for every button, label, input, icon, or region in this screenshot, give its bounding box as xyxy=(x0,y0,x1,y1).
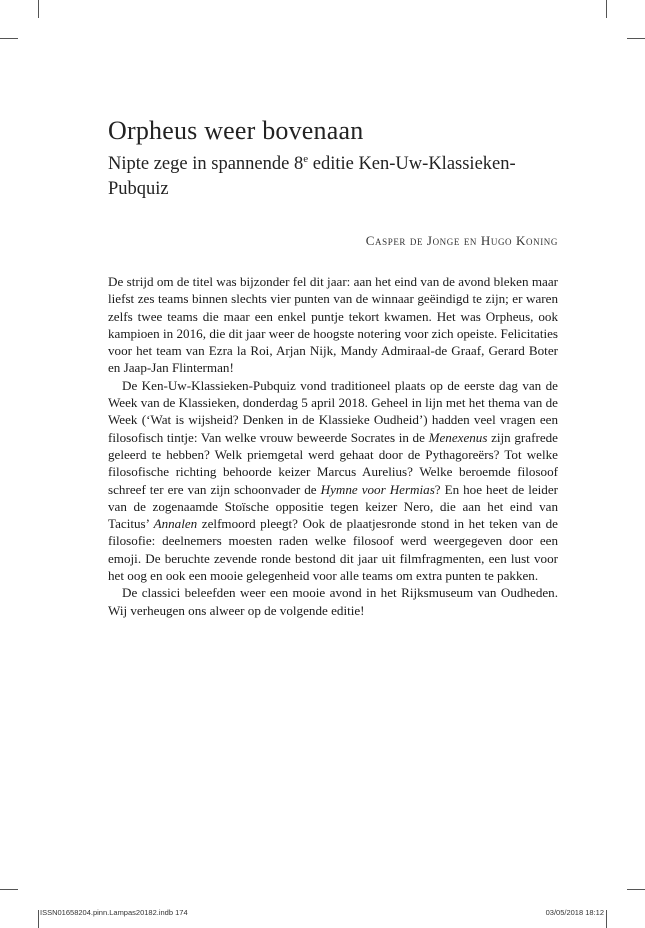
paragraph-1: De strijd om de titel was bijzonder fel dit jaar: aan het eind van de avond bleken maar liefst zes teams binnen slechts vier punten van de winnaar geëindigd te zijn; er waren zelfs twee teams die maar een enkel puntje tekort kwamen. Het was Orpheus, ook kampioen in 2016, die dit jaar weer de hoogste notering voor zich opeiste. Felicitaties voor het team van Ezra la Roi, Arjan Nijk, Mandy Admiraal-de Graaf, Gerard Boter en Jaap-Jan Flinterman! xyxy=(108,274,558,376)
crop-mark xyxy=(627,889,645,890)
paragraph-2-text-a: De Ken-Uw-Klassieken-Pubquiz vond traditioneel plaats op de eerste dag van de Week van de Klassieken, donderdag 5 april 2018. Geheel in lijn met het thema van de Week (‘Wat is wijsheid? Denken in de Klassieke Oudheid’) hadden veel vragen een filosofisch tintje: Van welke vrouw beweerde Socrates in de xyxy=(108,377,558,445)
article-title: Orpheus weer bovenaan xyxy=(108,116,364,145)
subtitle-text: Nipte zege in spannende 8 xyxy=(108,154,304,174)
paragraph-3: De classici beleefden weer een mooie avond in het Rijksmuseum van Oudheden. Wij verheugen ons alweer op de volgende editie! xyxy=(108,585,558,618)
crop-mark xyxy=(38,910,39,928)
work-title-hymne: Hymne voor Hermias xyxy=(320,481,435,497)
crop-mark xyxy=(0,889,18,890)
article-authors: Casper de Jonge en Hugo Koning xyxy=(365,233,558,248)
print-file-info: ISSN01658204.pinn.Lampas20182.indb 174 xyxy=(40,908,188,917)
crop-mark xyxy=(606,910,607,928)
crop-mark xyxy=(627,38,645,39)
paragraph-2 xyxy=(108,377,558,585)
work-title-menexenus: Menexenus xyxy=(428,429,488,445)
crop-mark xyxy=(38,0,39,18)
crop-mark xyxy=(606,0,607,18)
print-date: 03/05/2018 18:12 xyxy=(545,908,604,917)
subtitle-text-end: editie Ken-Uw-Klassieken-Pubquiz xyxy=(108,154,516,199)
work-title-annalen: Annalen xyxy=(153,516,198,532)
subtitle-superscript: e xyxy=(303,153,309,165)
paragraph-2-text-b: zijn grafrede geleerd te hebben? Welk priemgetal werd gehaat door de Pythagoreërs? Tot welke filosofische richting behoorde keizer Marcus Aurelius? Welke beroemde filosoof schreef ter ere van zijn schoonvader de xyxy=(108,429,558,497)
crop-mark xyxy=(0,38,18,39)
article-body xyxy=(108,273,558,619)
paragraph-2-text-c: ? En hoe heet de leider van de zogenaamde Stoïsche oppositie tegen keizer Nero, die aan het eind van Tacitus’ xyxy=(108,481,558,532)
article-subtitle xyxy=(108,152,568,202)
paragraph-2-text-d: zelfmoord pleegt? Ook de plaatjesronde stond in het teken van de filosofie: deelnemers moesten raden welke filosoof werd weergegeven door een emoji. De beruchte zevende ronde bestond dit jaar uit filmfragmenten, een lust voor het oog en ook een mooie gelegenheid voor alle teams om extra punten te pakken. xyxy=(108,516,558,584)
